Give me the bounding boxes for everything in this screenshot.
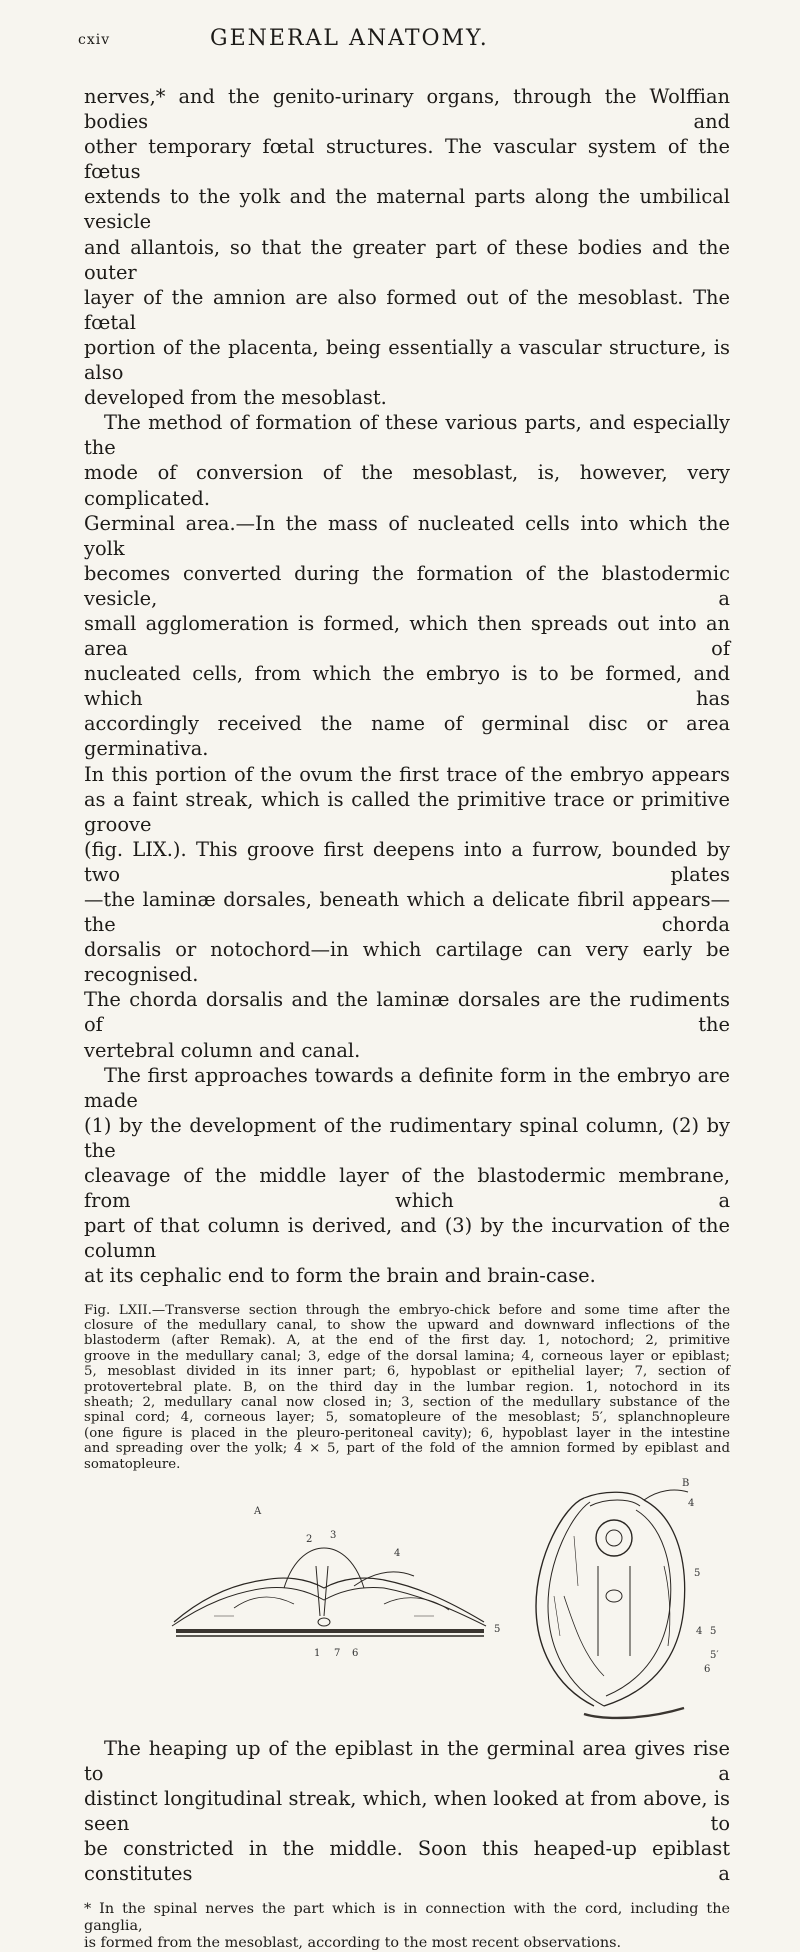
fig-a-number: 3: [330, 1529, 337, 1541]
page: [78, 24, 730, 1952]
fig-b-number: 6: [704, 1663, 711, 1675]
fig-b-number: 4: [696, 1625, 703, 1637]
text-line: mode of conversion of the mesoblast, is, however, very complicated.: [84, 461, 730, 510]
footnote-line: is formed from the mesoblast, according to the most recent observations.: [84, 1934, 622, 1951]
label-b: B: [682, 1477, 690, 1489]
text-line: In this portion of the ovum the first trace of the embryo appears: [84, 762, 730, 786]
fig-b-number: 4: [688, 1497, 695, 1509]
text-line: vertebral column and canal.: [84, 1038, 361, 1062]
fig-a-number: 2: [306, 1533, 313, 1545]
section-b-drawing: [536, 1490, 688, 1718]
figure-illustration: [84, 1476, 730, 1726]
text-line: The chorda dorsalis and the laminæ dorsales are the rudiments of the: [84, 988, 730, 1037]
text-line: The method of formation of these various parts, and especially the: [84, 411, 730, 460]
text-line: extends to the yolk and the maternal parts along the umbilical vesicle: [84, 185, 730, 234]
text-line: dorsalis or notochord—in which cartilage can very early be recognised.: [84, 938, 730, 987]
label-a: A: [254, 1505, 262, 1517]
page-number: cxiv: [78, 32, 111, 48]
text-line: developed from the mesoblast.: [84, 386, 387, 410]
text-line: at its cephalic end to form the brain and brain-case.: [84, 1264, 596, 1288]
text-line: The first approaches towards a definite form in the embryo are made: [84, 1063, 730, 1112]
text-line: —the laminæ dorsales, beneath which a delicate fibril appears—the chorda: [84, 888, 730, 937]
text-line: and allantois, so that the greater part of these bodies and the outer: [84, 235, 730, 284]
caption-line: closure of the medullary canal, to show the upward and downward inflections of the: [84, 1317, 730, 1333]
caption-line: protovertebral plate. B, on the third day in the lumbar region. 1, notochord in its: [84, 1379, 730, 1395]
text-line: (fig. LIX.). This groove first deepens into a furrow, bounded by two plates: [84, 837, 730, 886]
caption-line: (one figure is placed in the pleuro-peritoneal cavity); 6, hypoblast layer in the intestine: [84, 1425, 730, 1441]
figure-caption: [84, 1303, 730, 1472]
fig-a-number: 5: [494, 1623, 501, 1635]
caption-line: somatopleure.: [84, 1456, 181, 1472]
figure-embryo-sections: [84, 1476, 730, 1726]
text-line: portion of the placenta, being essentially a vascular structure, is also: [84, 335, 730, 385]
body-text-continued: [84, 1736, 730, 1887]
text-line: small agglomeration is formed, which then spreads out into an area of: [84, 611, 730, 661]
text-line: part of that column is derived, and (3) by the incurvation of the column: [84, 1214, 730, 1263]
caption-line: groove in the medullary canal; 3, edge of the dorsal lamina; 4, corneous layer or epiblast;: [84, 1348, 730, 1364]
caption-line: Fig. LXII.—Transverse section through the embryo-chick before and some time after the: [84, 1302, 730, 1318]
footnote: [84, 1901, 730, 1952]
fig-a-number: 7: [334, 1647, 341, 1659]
text-line: (1) by the development of the rudimentary spinal column, (2) by the: [84, 1113, 730, 1162]
section-a-drawing: [172, 1548, 486, 1636]
text-line: accordingly received the name of germinal disc or area germinativa.: [84, 712, 730, 761]
text-line: distinct longitudinal streak, which, when looked at from above, is seen to: [84, 1787, 730, 1836]
fig-b-number: 5: [694, 1567, 701, 1579]
body-text: [84, 84, 730, 1289]
text-line: nucleated cells, from which the embryo is to be formed, and which has: [84, 662, 730, 711]
text-line: Germinal area.—In the mass of nucleated cells into which the yolk: [84, 511, 730, 560]
caption-line: spinal cord; 4, corneous layer; 5, somatopleure of the mesoblast; 5′, splanchnopleure: [84, 1410, 730, 1426]
footnote-line: * In the spinal nerves the part which is in connection with the cord, including the ganglia,: [84, 1900, 730, 1934]
fig-a-number: 1: [314, 1647, 321, 1659]
text-line: The heaping up of the epiblast in the germinal area gives rise to a: [84, 1736, 730, 1786]
fig-a-number: 4: [394, 1547, 401, 1559]
text-line: as a faint streak, which is called the primitive trace or primitive groove: [84, 787, 730, 836]
text-line: be constricted in the middle. Soon this heaped-up epiblast constitutes a: [84, 1837, 730, 1886]
running-title: GENERAL ANATOMY.: [210, 26, 489, 51]
fig-b-number: 5′: [710, 1649, 719, 1661]
fig-b-number: 5: [710, 1625, 717, 1637]
page-header: [78, 24, 730, 60]
caption-line: 5, mesoblast divided in its inner part; 6, hypoblast or epithelial layer; 7, section of: [84, 1364, 730, 1380]
text-line: nerves,* and the genito-urinary organs, through the Wolffian bodies and: [84, 85, 730, 134]
caption-line: and spreading over the yolk; 4 × 5, part of the fold of the amnion formed by epiblast and: [84, 1441, 730, 1457]
caption-line: blastoderm (after Remak). A, at the end of the first day. 1, notochord; 2, primitive: [84, 1333, 730, 1349]
text-line: layer of the amnion are also formed out of the mesoblast. The fœtal: [84, 285, 730, 334]
text-line: other temporary fœtal structures. The vascular system of the fœtus: [84, 135, 730, 184]
fig-a-number: 6: [352, 1647, 359, 1659]
text-line: cleavage of the middle layer of the blastodermic membrane, from which a: [84, 1164, 730, 1213]
text-line: becomes converted during the formation of the blastodermic vesicle, a: [84, 561, 730, 610]
caption-line: sheath; 2, medullary canal now closed in; 3, section of the medullary substance of the: [84, 1394, 730, 1410]
